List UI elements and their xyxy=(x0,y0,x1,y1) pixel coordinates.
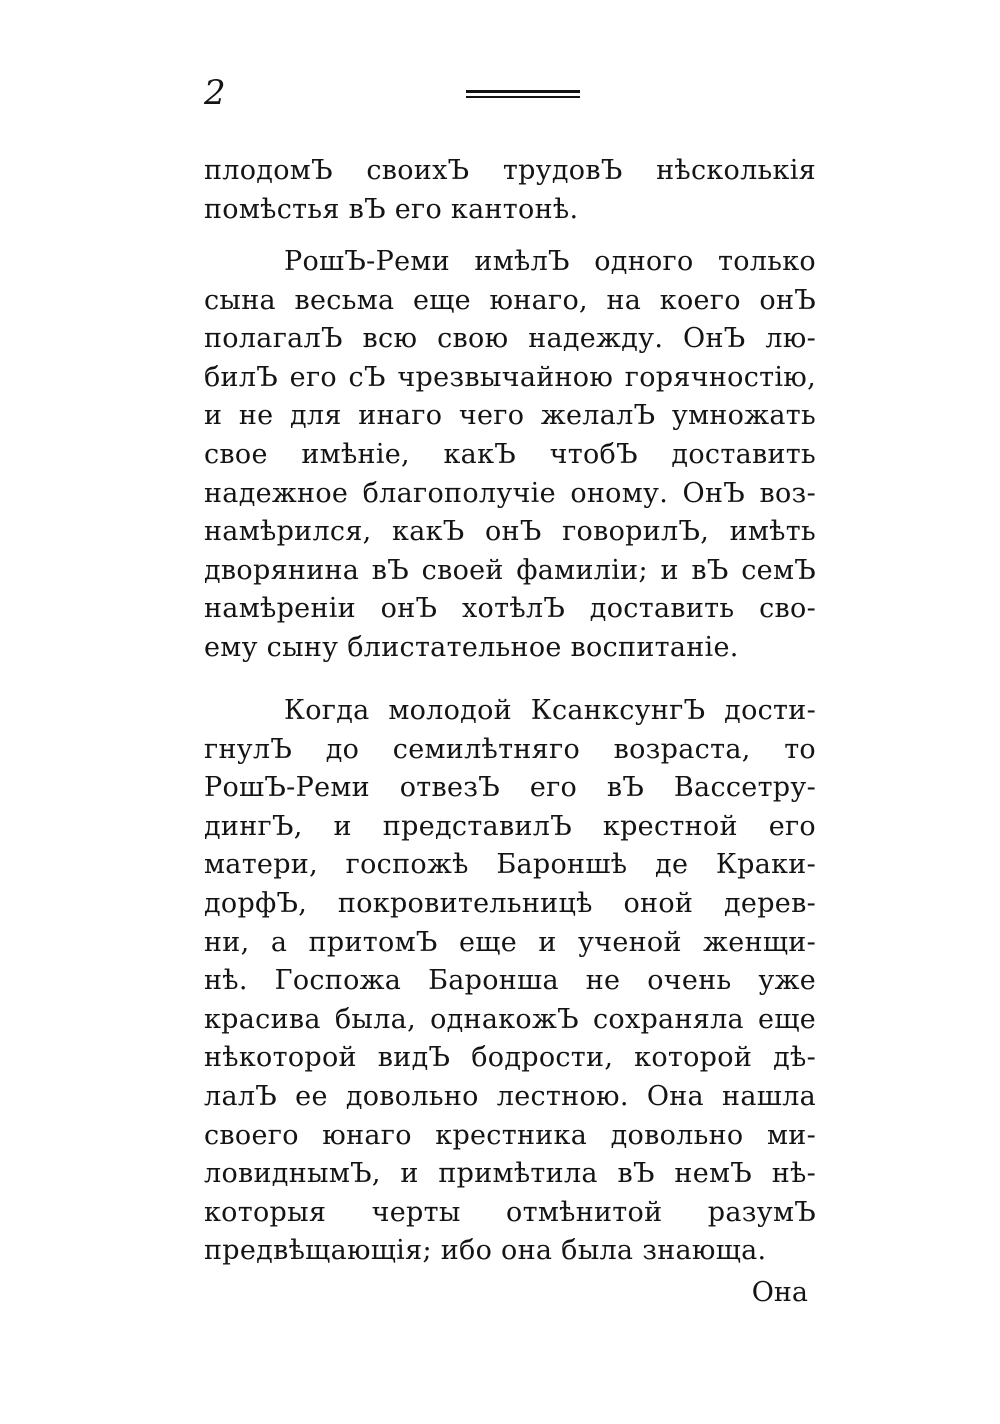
page-number: 2 xyxy=(204,73,226,113)
header-rule xyxy=(466,90,580,101)
text-line: дорфЪ, покровительницѣ оной дерев- xyxy=(204,887,816,919)
text-line: красива была, однакожЪ сохраняла еще xyxy=(204,1003,816,1035)
text-line: которыя черты отмѣнитой разумЪ xyxy=(204,1196,816,1228)
header-rule-bar-bottom xyxy=(466,96,580,98)
text-line: ему сыну блистательное воспитаніе. xyxy=(204,631,739,663)
text-line: намѣреніи онЪ хотѣлЪ доставить сво- xyxy=(204,593,816,625)
text-line: предвѣщающія; ибо она была знающа. xyxy=(204,1235,767,1267)
text-line: дворянина вЪ своей фамиліи; и вЪ семЪ xyxy=(204,554,816,586)
header-rule-bar-top xyxy=(466,90,580,93)
text-line: РошЪ-Реми имѣлЪ одного только xyxy=(284,246,816,277)
paragraph-1 xyxy=(204,152,816,229)
text-line: нѣ. Госпожа Баронша не очень уже xyxy=(204,965,816,997)
paragraph-2 xyxy=(204,243,816,668)
text-line: РошЪ-Реми отвезЪ его вЪ Вассетру- xyxy=(204,772,816,804)
text-line: свое имѣніе, какЪ чтобЪ доставить xyxy=(204,438,816,470)
paragraph-3 xyxy=(204,692,816,1271)
text-line: дингЪ, и представилЪ крестной его xyxy=(204,810,816,842)
catchword: Она xyxy=(751,1277,808,1308)
text-line: лалЪ ее довольно лестною. Она нашла xyxy=(204,1080,816,1112)
text-line: гнулЪ до семилѣтняго возраста, то xyxy=(204,733,816,765)
text-line: своего юнаго крестника довольно ми- xyxy=(204,1119,816,1151)
text-line: Когда молодой КсанксунгЪ дости- xyxy=(284,695,816,726)
text-line: ни, а притомЪ еще и ученой женщи- xyxy=(204,926,816,958)
text-line: ловиднымЪ, и примѣтила вЪ немЪ нѣ- xyxy=(204,1158,816,1190)
text-line: надежное благополучіе оному. ОнЪ воз- xyxy=(204,477,816,509)
text-line: матери, госпожѣ Бароншѣ де Краки- xyxy=(204,849,816,881)
text-line: плодомЪ своихЪ трудовЪ нѣсколькія xyxy=(204,155,816,186)
text-line: и не для инаго чего желалЪ умножать xyxy=(204,400,816,432)
text-line: нѣкоторой видЪ бодрости, которой дѣ- xyxy=(204,1042,816,1074)
text-line: полагалЪ всю свою надежду. ОнЪ лю- xyxy=(204,323,816,355)
text-line: сына весьма еще юнаго, на коего онЪ xyxy=(204,284,816,316)
text-line: билЪ его сЪ чрезвычайною горячностію, xyxy=(204,361,816,393)
text-line: помѣстья вЪ его кантонѣ. xyxy=(204,193,579,225)
text-line: намѣрился, какЪ онЪ говорилЪ, имѣть xyxy=(204,516,816,548)
